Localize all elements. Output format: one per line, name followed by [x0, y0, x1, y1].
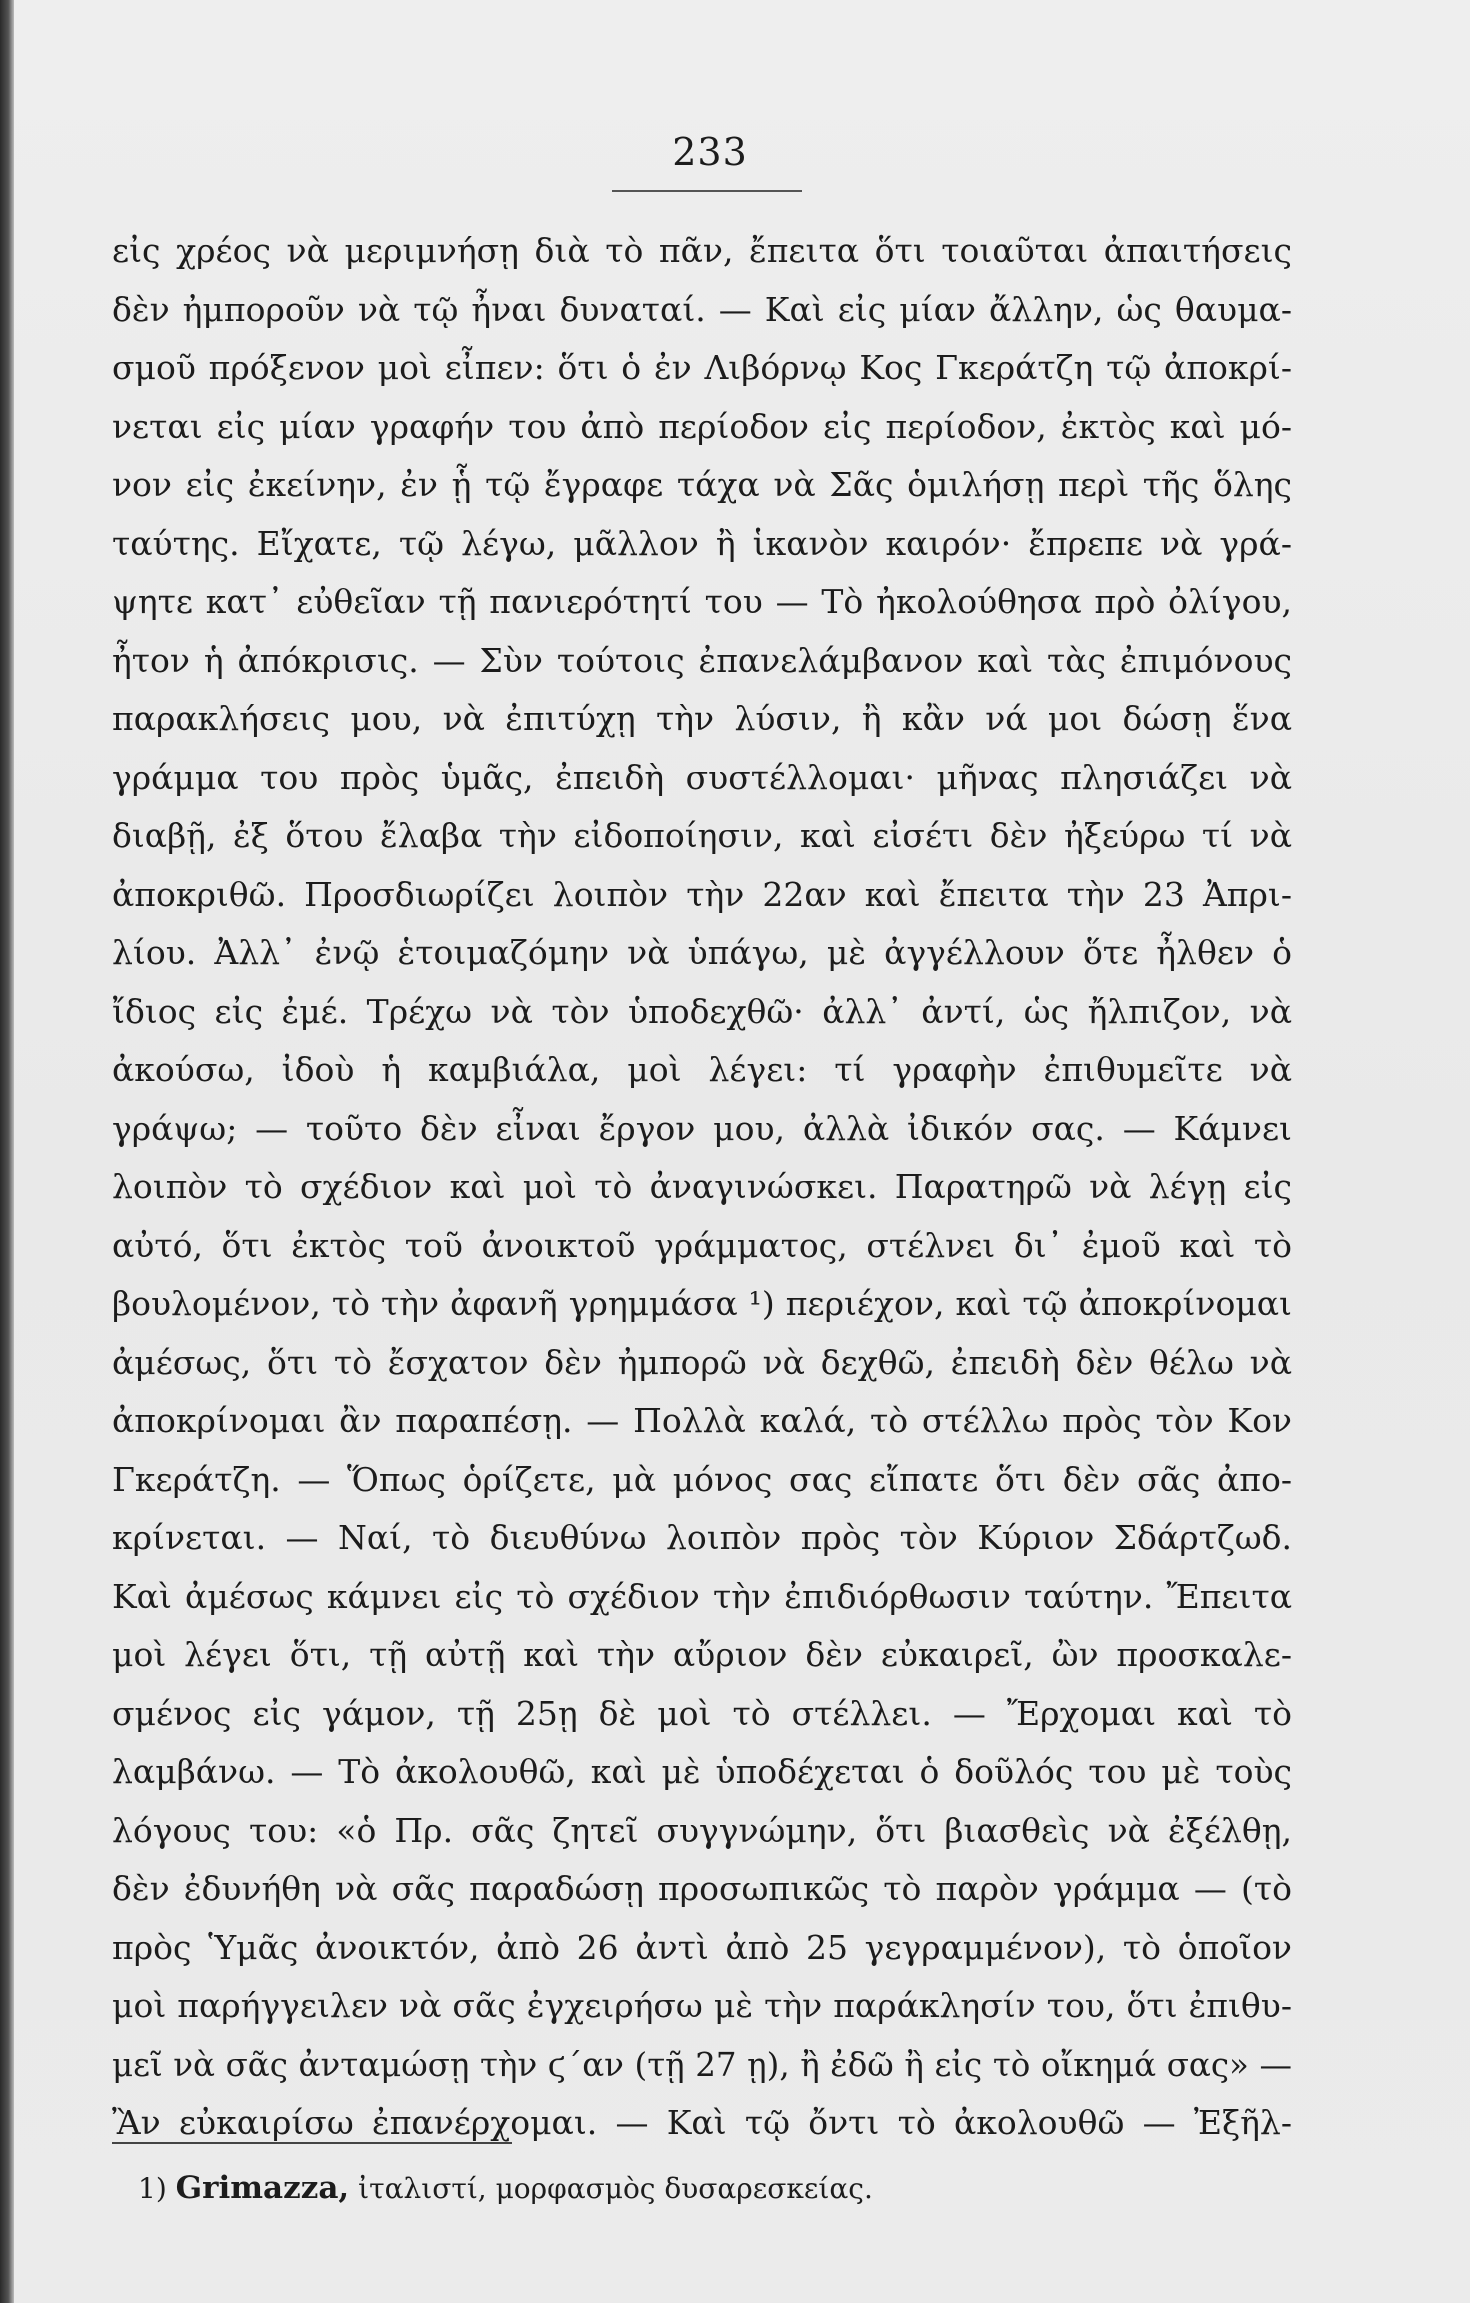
text-line: γράψω; — τοῦτο δὲν εἶναι ἔργον μου, ἀλλὰ ἰδικόν σας. — Κάμνει: [112, 1108, 1292, 1148]
text-line: παρακλήσεις μου, νὰ ἐπιτύχῃ τὴν λύσιν, ἢ κἂν νά μοι δώσῃ ἕνα: [112, 699, 1292, 738]
text-line: σμένος εἰς γάμον, τῇ 25ῃ δὲ μοὶ τὸ στέλλει. — Ἔρχομαι καὶ τὸ: [112, 1693, 1292, 1733]
text-line: λοιπὸν τὸ σχέδιον καὶ μοὶ τὸ ἀναγινώσκει. Παρατηρῶ νὰ λέγῃ εἰς: [112, 1167, 1292, 1206]
text-line: Ἂν εὐκαιρίσω ἐπανέρχομαι. — Καὶ τῷ ὄντι τὸ ἀκολουθῶ — Ἐξῆλ-: [112, 2103, 1292, 2142]
footnote: [138, 2168, 1238, 2209]
text-line: εἰς χρέος νὰ μεριμνήσῃ διὰ τὸ πᾶν, ἔπειτα ὅτι τοιαῦται ἀπαιτήσεις: [112, 231, 1292, 270]
text-line: ταύτης. Εἴχατε, τῷ λέγω, μᾶλλον ἢ ἱκανὸν καιρόν· ἔπρεπε νὰ γρά-: [112, 523, 1292, 563]
text-line: Καὶ ἀμέσως κάμνει εἰς τὸ σχέδιον τὴν ἐπιδιόρθωσιν ταύτην. Ἔπειτα: [112, 1576, 1292, 1616]
text-line: νεται εἰς μίαν γραφήν του ἀπὸ περίοδον εἰς περίοδον, ἐκτὸς καὶ μό-: [112, 406, 1292, 446]
footnote-rule: [112, 2142, 512, 2144]
text-line: γράμμα του πρὸς ὑμᾶς, ἐπειδὴ συστέλλομαι· μῆνας πλησιάζει νὰ: [112, 757, 1292, 797]
text-line: ἦτον ἡ ἀπόκρισις. — Σὺν τούτοις ἐπανελάμβανον καὶ τὰς ἐπιμόνους: [112, 640, 1292, 680]
text-line: διαβῇ, ἐξ ὅτου ἔλαβα τὴν εἰδοποίησιν, καὶ εἰσέτι δὲν ἠξεύρω τί νὰ: [112, 816, 1292, 855]
text-line: πρὸς Ὑμᾶς ἀνοικτόν, ἀπὸ 26 ἀντὶ ἀπὸ 25 γεγραμμένον), τὸ ὁποῖον: [112, 1927, 1292, 1967]
text-line: μοὶ λέγει ὅτι, τῇ αὐτῇ καὶ τὴν αὔριον δὲν εὐκαιρεῖ, ὢν προσκαλε-: [112, 1635, 1292, 1674]
text-line: ἴδιος εἰς ἐμέ. Τρέχω νὰ τὸν ὑποδεχθῶ· ἀλλ᾽ ἀντί, ὡς ἤλπιζον, νὰ: [112, 991, 1292, 1031]
text-line: ἀμέσως, ὅτι τὸ ἔσχατον δὲν ἠμπορῶ νὰ δεχθῶ, ἐπειδὴ δὲν θέλω νὰ: [112, 1342, 1292, 1382]
text-line: δὲν ἠμποροῦν νὰ τῷ ἦναι δυναταί. — Καὶ εἰς μίαν ἄλλην, ὡς θαυμα-: [112, 289, 1292, 329]
body-text: [112, 222, 1292, 2153]
book-binding-edge: [0, 0, 14, 2303]
text-line: ἀκούσω, ἰδοὺ ἡ καμβιάλα, μοὶ λέγει: τί γραφὴν ἐπιθυμεῖτε νὰ: [112, 1050, 1292, 1089]
text-line: λίου. Ἀλλ᾽ ἐνῷ ἑτοιμαζόμην νὰ ὑπάγω, μὲ ἀγγέλλουν ὅτε ἦλθεν ὁ: [112, 933, 1292, 972]
footnote-term: Grimazza,: [175, 2170, 350, 2206]
text-line: νον εἰς ἐκείνην, ἐν ᾗ τῷ ἔγραφε τάχα νὰ Σᾶς ὁμιλήσῃ περὶ τῆς ὅλης: [112, 465, 1292, 504]
text-line: μοὶ παρήγγειλεν νὰ σᾶς ἐγχειρήσω μὲ τὴν παράκλησίν του, ὅτι ἐπιθυ-: [112, 1986, 1292, 2025]
footnote-text: ἰταλιστί, μορφασμὸς δυσαρεσκείας.: [358, 2172, 873, 2205]
text-line: μεῖ νὰ σᾶς ἀνταμώσῃ τὴν ϛ´αν (τῇ 27 ῃ), ἢ ἐδῶ ἢ εἰς τὸ οἴκημά σας» —: [112, 2045, 1292, 2084]
text-line: δὲν ἐδυνήθη νὰ σᾶς παραδώσῃ προσωπικῶς τὸ παρὸν γράμμα — (τὸ: [112, 1869, 1292, 1908]
text-line: ψητε κατ᾽ εὐθεῖαν τῇ πανιερότητί του — Τὸ ἠκολούθησα πρὸ ὀλίγου,: [112, 582, 1292, 621]
text-line: αὐτό, ὅτι ἐκτὸς τοῦ ἀνοικτοῦ γράμματος, στέλνει δι᾽ ἐμοῦ καὶ τὸ: [112, 1225, 1292, 1265]
text-line: βουλομένον, τὸ τὴν ἀφανῆ γρημμάσα ¹) περιέχον, καὶ τῷ ἀποκρίνομαι: [112, 1284, 1292, 1323]
text-line: κρίνεται. — Ναί, τὸ διευθύνω λοιπὸν πρὸς τὸν Κύριον Σδάρτζωδ.: [112, 1518, 1292, 1557]
text-line: σμοῦ πρόξενον μοὶ εἶπεν: ὅτι ὁ ἐν Λιβόρνῳ Κος Γκεράτζη τῷ ἀποκρί-: [112, 348, 1292, 387]
text-line: λαμβάνω. — Τὸ ἀκολουθῶ, καὶ μὲ ὑποδέχεται ὁ δοῦλός του μὲ τοὺς: [112, 1752, 1292, 1791]
text-line: λόγους του: «ὁ Πρ. σᾶς ζητεῖ συγγνώμην, ὅτι βιασθεὶς νὰ ἐξέλθῃ,: [112, 1810, 1292, 1850]
footnote-marker: 1): [138, 2172, 167, 2205]
text-line: ἀποκριθῶ. Προσδιωρίζει λοιπὸν τὴν 22αν καὶ ἔπειτα τὴν 23 Ἀπρι-: [112, 874, 1292, 914]
page-number: 233: [672, 130, 748, 174]
text-line: Γκεράτζη. — Ὅπως ὁρίζετε, μὰ μόνος σας εἴπατε ὅτι δὲν σᾶς ἀπο-: [112, 1459, 1292, 1499]
text-line: ἀποκρίνομαι ἂν παραπέσῃ. — Πολλὰ καλά, τὸ στέλλω πρὸς τὸν Κον: [112, 1401, 1292, 1440]
header-rule: [612, 190, 802, 192]
